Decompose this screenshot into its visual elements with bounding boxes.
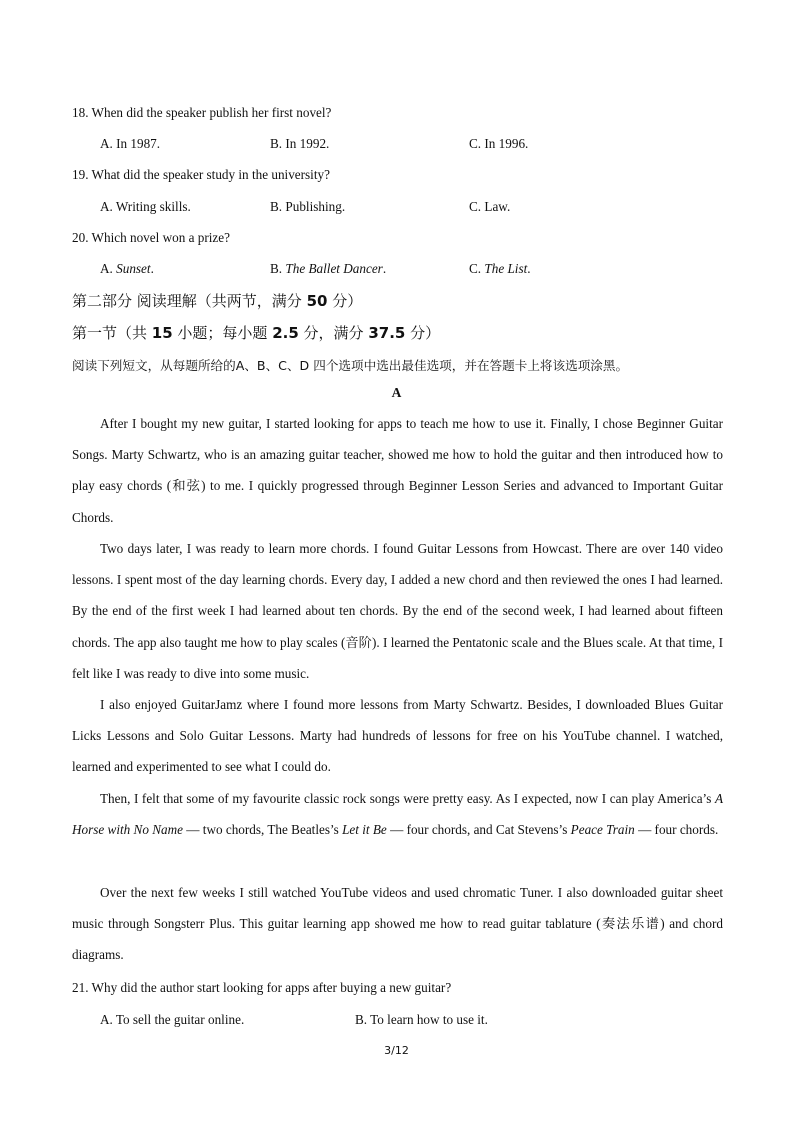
q19-option-a: A. Writing skills. [100,199,191,214]
part-two-heading: 第二部分 阅读理解（共两节，满分 50 分） [72,292,363,310]
q20-option-b: B. The Ballet Dancer. [270,261,387,276]
passage-paragraph-5: Over the next few weeks I still watched YouTube videos and used chromatic Tuner. I also downloaded guitar sheet music through Songsterr Plus. This guitar learning app showed me how to read guitar tablature (奏法乐谱) and chord diagrams. [72,885,723,963]
q20-option-a: A. Sunset. [100,261,154,276]
reading-instruction: 阅读下列短文，从每题所给的A、B、C、D 四个选项中选出最佳选项，并在答题卡上将该选项涂黑。 [72,358,629,373]
q18-option-b: B. In 1992. [270,136,330,151]
q20-option-c: C. The List. [469,261,531,276]
passage-paragraph-4: Then, I felt that some of my favourite classic rock songs were pretty easy. As I expected, now I can play America’s A Horse with No Name — two chords, The Beatles’s Let it Be — four chords, and Cat Stevens’s Peace Train — four chords. [72,791,723,838]
passage-paragraph-1: After I bought my new guitar, I started looking for apps to teach me how to use it. Finally, I chose Beginner Guitar Songs. Marty Schwartz, who is an amazing guitar teacher, showed me how to hold the guitar and then introduced how to play easy chords (和弦) to me. I quickly progressed through Beginner Lesson Series and advanced to Important Guitar Chords. [72,416,723,525]
passage-paragraph-3: I also enjoyed GuitarJamz where I found more lessons from Marty Schwartz. Besides, I downloaded Blues Guitar Licks Lessons and Solo Guitar Lessons. Marty had hundreds of lessons for free on his YouTube channel. I watched, learned and experimented to see what I could do. [72,697,723,775]
question-20-stem: 20. Which novel won a prize? [72,230,230,245]
q19-option-b: B. Publishing. [270,199,346,214]
q18-option-c: C. In 1996. [469,136,529,151]
q21-option-a: A. To sell the guitar online. [100,1012,245,1027]
passage-paragraph-2: Two days later, I was ready to learn more chords. I found Guitar Lessons from Howcast. There are over 140 video lessons. I spent most of the day learning chords. Every day, I added a new chord and then reviewed the ones I had learned. By the end of the first week I had learned about ten chords. By the end of the second week, I had learned about fifteen chords. The app also taught me how to play scales (音阶). I learned the Pentatonic scale and the Blues scale. At that time, I felt like I was ready to dive into some music. [72,541,723,681]
q19-option-c: C. Law. [469,199,511,214]
question-18-stem: 18. When did the speaker publish her first novel? [72,105,332,120]
passage-label: A [391,385,402,400]
section-one-heading: 第一节（共 15 小题；每小题 2.5 分，满分 37.5 分） [72,324,441,342]
question-21-stem: 21. Why did the author start looking for apps after buying a new guitar? [72,980,452,995]
q18-option-a: A. In 1987. [100,136,161,151]
q21-option-b: B. To learn how to use it. [355,1012,488,1027]
page-number: 3/12 [384,1044,409,1057]
question-19-stem: 19. What did the speaker study in the university? [72,167,330,182]
